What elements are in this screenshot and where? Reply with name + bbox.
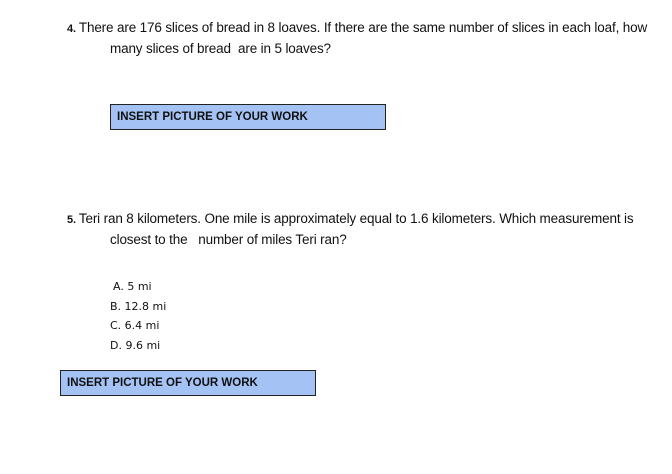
question-4-line-2: many slices of bread are in 5 loaves?: [110, 41, 331, 56]
insert-work-picture-button-q4[interactable]: INSERT PICTURE OF YOUR WORK: [110, 104, 386, 130]
answer-choices: [110, 279, 166, 357]
question-5: [67, 209, 634, 249]
question-4-number: 4.: [67, 23, 76, 35]
question-4-line-1: [67, 18, 648, 39]
question-5-text: Teri ran 8 kilometers. One mile is approximately equal to 1.6 kilometers. Which measurement is: [78, 211, 634, 226]
answer-choice-d[interactable]: D. 9.6 mi: [110, 338, 161, 352]
answer-choice-a[interactable]: A. 5 mi: [113, 280, 152, 293]
insert-work-picture-button-q5[interactable]: INSERT PICTURE OF YOUR WORK: [60, 370, 316, 396]
question-4-text: There are 176 slices of bread in 8 loaves. If there are the same number of slices in each loaf, how: [78, 20, 648, 35]
answer-choice-c[interactable]: C. 6.4 mi: [110, 319, 160, 332]
question-5-line-1: [67, 209, 634, 230]
question-5-line-2: closest to the number of miles Teri ran?: [110, 232, 347, 247]
answer-choice-b[interactable]: B. 12.8 mi: [110, 299, 167, 313]
question-4: [67, 18, 648, 58]
question-5-number: 5.: [67, 214, 76, 226]
